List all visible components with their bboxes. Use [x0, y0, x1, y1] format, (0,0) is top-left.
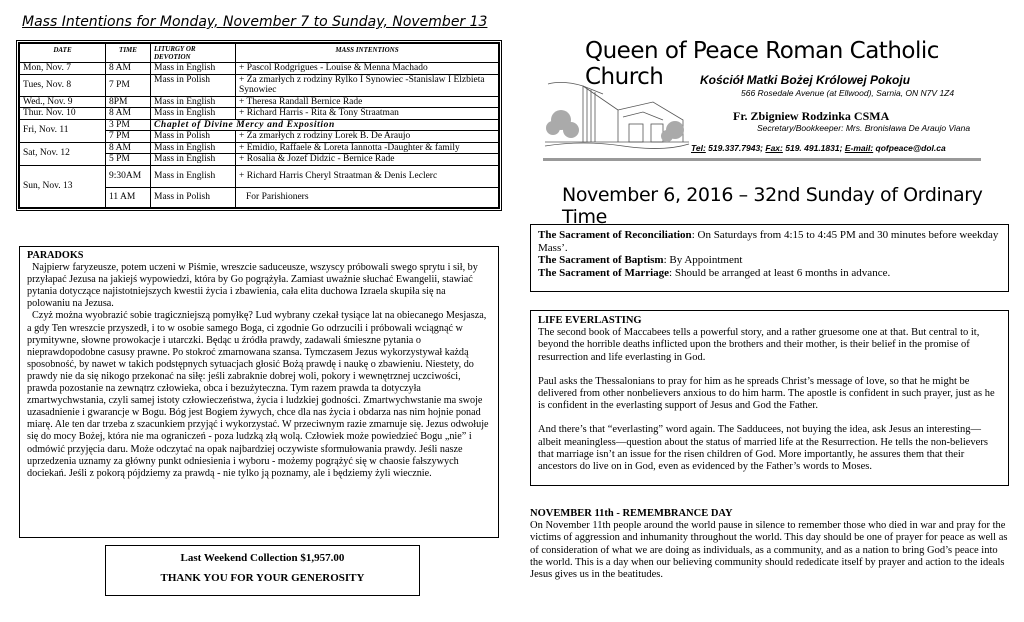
cell-time: 7 PM [106, 131, 151, 143]
church-address: 566 Rosedale Avenue (at Ellwood), Sarnia, ON N7V 1Z4 [741, 88, 955, 98]
remembrance-text: On November 11th people around the world pause in silence to remember those who died in war and pray for the victims of aggression and inhumanity throughout the world. This day should be one of prayer for peace as well as of consideration of what we are doing as individuals, as a community, and as a nation to bring God’s peace into the world. This is a day when our believing community should rededicate itself by prayer and action to the ideals Jesus gives us in the beatitudes. [530, 520, 1008, 581]
sacraments-box [530, 224, 1009, 292]
life-paragraph-1: The second book of Maccabees tells a powerful story, and a rather gruesome one at that. But central to it, beyond the horrible deaths inflicted upon the brothers and their mother, is their belief in the promise of resurrection and life everlasting in God. [538, 327, 980, 363]
cell-time: 8 AM [106, 142, 151, 154]
cell-date: Mon, Nov. 7 [20, 63, 106, 75]
cell-time: 5 PM [106, 154, 151, 166]
paradoks-paragraph-1: Najpierw faryzeusze, potem uczeni w Piśmie, wreszcie saduceusze, wszyscy próbowali swego sprytu i sił, by przyłapać Jezusa na jakiejś wypowiedzi, która by Go pogrążyła. Zamiast uważnie słuchać Ewangelii, stawiać pytania dotyczące najistotniejszych kwestii życia i zbawienia, cała elita duchowa Izraela skupiła się na polowaniu na Jezusa. [27, 262, 478, 310]
collection-thanks: THANK YOU FOR YOUR GENEROSITY [160, 572, 365, 585]
cell-intention: + Za zmarłych z rodziny Lorek B. De Araujo [236, 131, 499, 143]
cell-intention: + Richard Harris Cheryl Straatman & Denis Leclerc [236, 165, 499, 187]
cell-date: Sun, Nov. 13 [20, 165, 106, 207]
cell-liturgy: Mass in Polish [151, 74, 236, 96]
baptism-text: : By Appointment [663, 254, 743, 266]
church-building-logo [543, 72, 691, 159]
cell-liturgy: Mass in English [151, 63, 236, 75]
cell-time: 11 AM [106, 187, 151, 207]
cell-intention: For Parishioners [236, 187, 499, 207]
cell-intention: + Emidio, Raffaele & Loreta Iannotta -Daughter & family [236, 142, 499, 154]
paradoks-paragraph-2: Czyż można wyobrazić sobie tragiczniejszą pomyłkę? Lud wybrany czekał tysiące lat na obiecanego Mesjasza, a gdy Ten wreszcie przyszedł, i to w osobie samego Boga, ci zgodnie Go odrzucili i próbowali wciągnąć w prymitywne, słowne prowokacje i utarczki. Będąc u źródła prawdy, zadawali śmieszne pytania o nieprawdopodobne casusy prawne. Po stokroć zmarnowana szansa. Tymczasem Jezus wykorzystywał każdą sposobność, by nawet w takich podstępnych sytuacjach głosić Bożą prawdę i naukę o zbawieniu. Niestety, do prawdy nie da się nikogo przekonać na siłę: jeśli zabraknie dobrej woli, pokory i wewnętrznej uczciwości, prawda pozostanie na zewnątrz człowieka, obca i bezużyteczna. Tym razem prawda ta dotyczyła zmartwychwstania, czyli samej istoty człowieczeństwa, życia i ludzkiej godności. Zmartwychwstanie ma swoje uzasadnienie i gwarancje w Bogu. Bóg jest Bogiem żywych, chce dla nas życia i obdarza nas nim hojnie ponad miarę. Ale ten dar trzeba z szacunkiem przyjąć i wykorzystać. W przeciwnym razie zmarnuje się. Jezus odwołuje się do mocy Bożej, która nie ma ograniczeń - poza ludzką złą wolą. Człowiek może powiedzieć Bogu „nie” i odmówić przyjęcia daru. Może odczytać na opak najbardziej oczywiste sformułowania prawdy. Jeśli nasze uprzedzenia uznamy za główny punkt odniesienia i wyboru - możemy pogrążyć się w chaosie fałszywych dociekań. Jeśli z pokorą pójdziemy za prawdą - nie tylko ją poznamy, ale i będziemy żyli wiecznie. [27, 310, 489, 479]
pastor-name: Fr. Zbigniew Rodzinka CSMA [733, 109, 890, 123]
cell-time: 9:30AM [106, 165, 151, 187]
cell-liturgy: Mass in English [151, 142, 236, 154]
cell-intention: + Pascol Rodgrigues - Louise & Menna Machado [236, 63, 499, 75]
cell-time: 8PM [106, 96, 151, 108]
header-date: DATE [20, 44, 106, 63]
polish-church-name: Kościół Matki Bożej Królowej Pokoju [700, 73, 911, 87]
tel-value: 519.337.7943; [708, 143, 763, 153]
cell-intention: + Richard Harris - Rita & Tony Straatman [236, 108, 499, 120]
cell-liturgy: Mass in Polish [151, 131, 236, 143]
paradoks-box [19, 246, 499, 538]
header-time: TIME [106, 44, 151, 63]
cell-liturgy: Mass in English [151, 96, 236, 108]
cell-devotion: Chaplet of Divine Mercy and Exposition [151, 119, 499, 131]
cell-liturgy: Mass in English [151, 154, 236, 166]
bulletin-date-heading: November 6, 2016 – 32nd Sunday of Ordinary Time [562, 184, 983, 228]
cell-liturgy: Mass in Polish [151, 187, 236, 207]
cell-intention: + Za zmarłych z rodziny Rylko I Synowiec -Stanislaw I Elzbieta Synowiec [236, 74, 499, 96]
cell-time: 3 PM [106, 119, 151, 131]
reconciliation-label: The Sacrament of Reconciliation [538, 229, 692, 241]
fax-label: Fax: [765, 143, 783, 153]
table-row [20, 119, 499, 131]
table-row [20, 108, 499, 120]
baptism-label: The Sacrament of Baptism [538, 254, 664, 266]
tel-label: Tel: [691, 143, 706, 153]
cell-date: Tues, Nov. 8 [20, 74, 106, 96]
email-label: E-mail: [844, 143, 874, 153]
life-everlasting-box [530, 310, 1009, 486]
cell-liturgy: Mass in English [151, 108, 236, 120]
cell-date: Thur. Nov. 10 [20, 108, 106, 120]
collection-box [105, 545, 420, 596]
contact-line [691, 143, 946, 153]
remembrance-title: NOVEMBER 11th - REMEMBRANCE DAY [530, 508, 733, 519]
table-row [20, 96, 499, 108]
church-name: Queen of Peace Roman Catholic Church [585, 38, 939, 90]
table-row [20, 142, 499, 154]
cell-intention: + Rosalia & Jozef Didzic - Bernice Rade [236, 154, 499, 166]
email-link[interactable]: qofpeace@dol.ca [875, 143, 946, 153]
life-everlasting-title: LIFE EVERLASTING [538, 315, 642, 326]
table-row [20, 165, 499, 187]
mass-schedule-table [16, 40, 502, 211]
cell-time: 8 AM [106, 108, 151, 120]
remembrance-day-section [530, 508, 1012, 581]
cell-time: 8 AM [106, 63, 151, 75]
reconciliation-text: : On Saturdays from 4:15 to 4:45 PM and 30 minutes before weekday Mass’. [538, 229, 999, 254]
marriage-text: : Should be arranged at least 6 months in advance. [669, 266, 891, 279]
cell-date: Fri, Nov. 11 [20, 119, 106, 142]
secretary-name: Secretary/Bookkeeper: Mrs. Bronisława De Araujo Viana [757, 123, 971, 133]
cell-liturgy: Mass in English [151, 165, 236, 187]
table-header-row [20, 44, 499, 63]
mass-schedule-title: Mass Intentions for Monday, November 7 to Sunday, November 13 [22, 14, 488, 30]
header-divider [543, 158, 981, 161]
header-intentions: MASS INTENTIONS [236, 44, 499, 63]
table-row [20, 74, 499, 96]
header-liturgy: LITURGY OR DEVOTION [151, 44, 236, 63]
life-paragraph-2: Paul asks the Thessalonians to pray for him as he spreads Christ’s message of love, so that he might be delivered from other nonbelievers anxious to do him harm. The apostle is confident in such prayer, just as he is confident in the everlasting support of Jesus and God the Father. [538, 375, 995, 412]
marriage-label: The Sacrament of Marriage [538, 266, 670, 279]
cell-date: Sat, Nov. 12 [20, 142, 106, 165]
table-row [20, 63, 499, 75]
life-paragraph-3: And there’s that “everlasting” word again. The Sadducees, not buying the idea, ask Jesus an interesting—albeit meaningless—question about the status of married life at the Resurrection. He tells the non-believers that marriage isn’t an issue for the risen children of God. More importantly, he assures them that their ancestors do live on in God, even as evidenced by the Father’s words to Moses. [538, 424, 988, 473]
cell-date: Wed., Nov. 9 [20, 96, 106, 108]
cell-time: 7 PM [106, 74, 151, 96]
collection-amount: Last Weekend Collection $1,957.00 [180, 552, 345, 564]
fax-value: 519. 491.1831; [785, 143, 843, 153]
cell-intention: + Theresa Randall Bernice Rade [236, 96, 499, 108]
paradoks-title: PARADOKS [27, 250, 84, 261]
